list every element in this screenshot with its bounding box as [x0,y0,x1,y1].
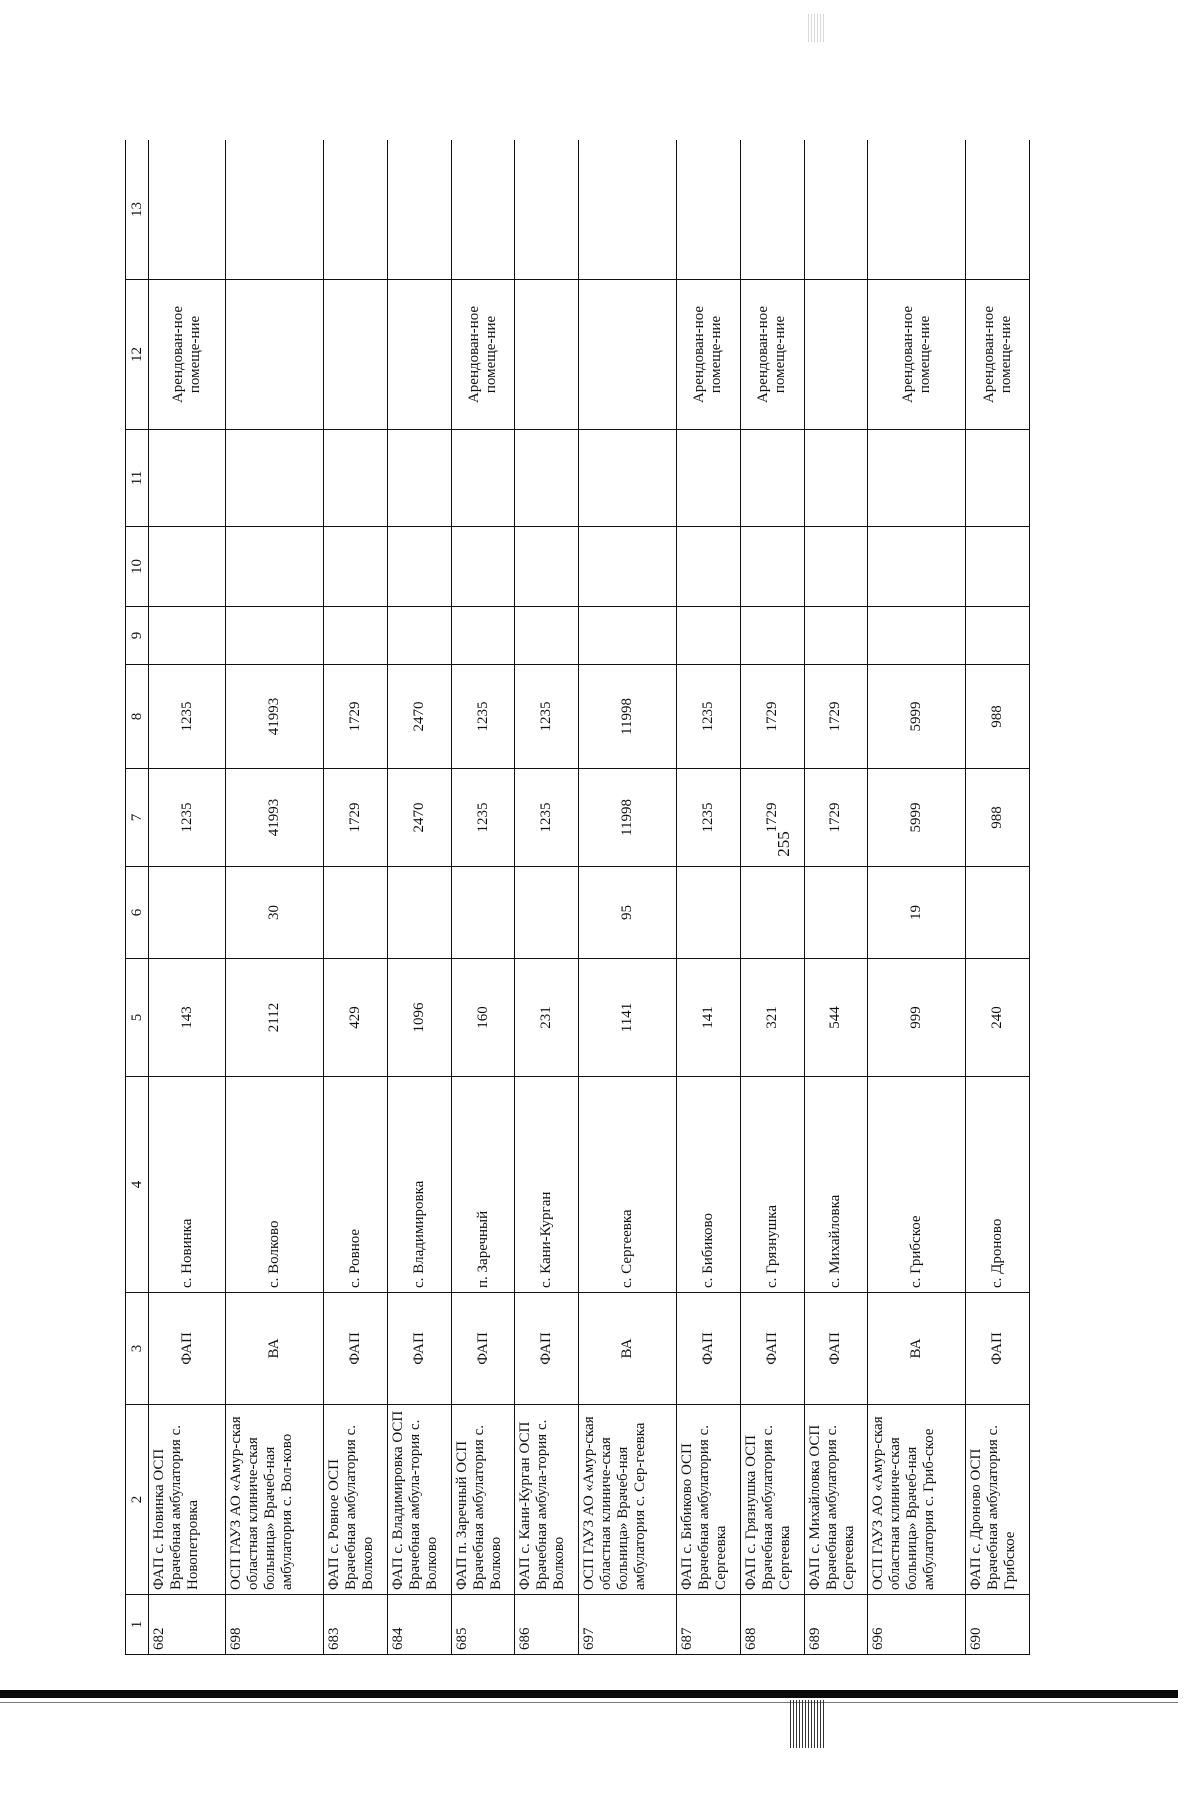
column-header: 7 [126,769,149,867]
value-col7-cell: 1729 [324,769,388,867]
column-header: 12 [126,280,149,430]
value-col11-cell [868,430,966,527]
header-row [126,140,149,1655]
value-col7-cell: 41993 [226,769,324,867]
row-number-cell: 696 [868,1595,966,1655]
table-row [579,140,677,1655]
value-col6-cell [388,867,452,959]
facility-type-cell: ФАП [515,1293,579,1405]
value-col5-cell: 1096 [388,959,452,1077]
value-col11-cell [226,430,324,527]
scan-border-line [0,1690,1178,1698]
premises-note-cell [388,280,452,430]
value-col8-cell: 41993 [226,665,324,769]
table-row [966,140,1030,1655]
value-col5-cell: 429 [324,959,388,1077]
premises-note-cell: Арендован-ное помеще-ние [868,280,966,430]
settlement-cell: с. Дроново [966,1077,1030,1293]
value-col7-cell: 5999 [868,769,966,867]
value-col13-cell [388,140,452,280]
value-col9-cell [226,607,324,665]
value-col7-cell: 1729 [740,769,804,867]
facility-name-cell: ОСП ГАУЗ АО «Амур-ская областная клиниче-ская больница» Врачеб-ная амбулатория с. Вол-ково [226,1405,324,1595]
value-col6-cell [451,867,515,959]
value-col13-cell [579,140,677,280]
settlement-cell: с. Новинка [149,1077,226,1293]
facility-type-cell: ФАП [804,1293,868,1405]
value-col8-cell: 2470 [388,665,452,769]
column-header: 1 [126,1595,149,1655]
facility-name-cell: ФАП с. Дроново ОСП Врачебная амбулатория с. Грибское [966,1405,1030,1595]
premises-note-cell [804,280,868,430]
facility-type-cell: ФАП [388,1293,452,1405]
column-header: 3 [126,1293,149,1405]
column-header: 8 [126,665,149,769]
value-col8-cell: 1235 [515,665,579,769]
value-col8-cell: 1235 [451,665,515,769]
value-col10-cell [324,527,388,607]
value-col6-cell [149,867,226,959]
value-col11-cell [677,430,741,527]
value-col7-cell: 1235 [677,769,741,867]
premises-note-cell: Арендован-ное помеще-ние [740,280,804,430]
premises-note-cell [579,280,677,430]
value-col10-cell [579,527,677,607]
settlement-cell: с. Бибиково [677,1077,741,1293]
table-row [226,140,324,1655]
value-col9-cell [868,607,966,665]
premises-note-cell: Арендован-ное помеще-ние [451,280,515,430]
row-number-cell: 698 [226,1595,324,1655]
value-col7-cell: 1235 [149,769,226,867]
value-col13-cell [515,140,579,280]
value-col6-cell: 19 [868,867,966,959]
value-col5-cell: 141 [677,959,741,1077]
row-number-cell: 684 [388,1595,452,1655]
value-col9-cell [515,607,579,665]
scan-border-line-thin [0,1702,1178,1703]
value-col6-cell [740,867,804,959]
value-col5-cell: 1141 [579,959,677,1077]
value-col6-cell: 30 [226,867,324,959]
value-col6-cell: 95 [579,867,677,959]
table-row [804,140,868,1655]
premises-note-cell: Арендован-ное помеще-ние [966,280,1030,430]
value-col5-cell: 999 [868,959,966,1077]
facility-name-cell: ФАП п. Заречный ОСП Врачебная амбулатория с. Волково [451,1405,515,1595]
facilities-table [125,140,1030,1655]
value-col13-cell [451,140,515,280]
facility-type-cell: ФАП [324,1293,388,1405]
scan-artifact-bottom [790,1700,826,1748]
facility-type-cell: ВА [579,1293,677,1405]
value-col13-cell [226,140,324,280]
page-number: 255 [774,831,793,857]
value-col11-cell [515,430,579,527]
row-number-cell: 689 [804,1595,868,1655]
column-header: 11 [126,430,149,527]
column-header: 5 [126,959,149,1077]
settlement-cell: п. Заречный [451,1077,515,1293]
facility-type-cell: ФАП [966,1293,1030,1405]
facility-type-cell: ФАП [451,1293,515,1405]
value-col9-cell [451,607,515,665]
scan-artifact-top [808,14,824,42]
value-col5-cell: 240 [966,959,1030,1077]
table-body [149,140,1030,1655]
value-col8-cell: 988 [966,665,1030,769]
column-header: 2 [126,1405,149,1595]
value-col5-cell: 2112 [226,959,324,1077]
value-col11-cell [149,430,226,527]
value-col5-cell: 544 [804,959,868,1077]
value-col11-cell [451,430,515,527]
value-col10-cell [740,527,804,607]
value-col9-cell [324,607,388,665]
premises-note-cell: Арендован-ное помеще-ние [149,280,226,430]
value-col13-cell [677,140,741,280]
value-col11-cell [804,430,868,527]
settlement-cell: с. Волково [226,1077,324,1293]
premises-note-cell [515,280,579,430]
value-col6-cell [677,867,741,959]
facility-name-cell: ФАП с. Грязнушка ОСП Врачебная амбулатория с. Сергеевка [740,1405,804,1595]
value-col11-cell [388,430,452,527]
settlement-cell: с. Ровное [324,1077,388,1293]
value-col7-cell: 2470 [388,769,452,867]
facility-type-cell: ВА [226,1293,324,1405]
table-row [149,140,226,1655]
table-row [515,140,579,1655]
value-col6-cell [804,867,868,959]
settlement-cell: с. Михайловка [804,1077,868,1293]
value-col13-cell [966,140,1030,280]
value-col6-cell [515,867,579,959]
value-col6-cell [966,867,1030,959]
value-col10-cell [388,527,452,607]
row-number-cell: 697 [579,1595,677,1655]
settlement-cell: с. Кани-Курган [515,1077,579,1293]
value-col8-cell: 1235 [149,665,226,769]
value-col7-cell: 1235 [451,769,515,867]
value-col13-cell [868,140,966,280]
value-col13-cell [149,140,226,280]
value-col8-cell: 1729 [324,665,388,769]
value-col5-cell: 160 [451,959,515,1077]
value-col8-cell: 1729 [804,665,868,769]
value-col9-cell [149,607,226,665]
value-col5-cell: 231 [515,959,579,1077]
settlement-cell: с. Сергеевка [579,1077,677,1293]
value-col10-cell [804,527,868,607]
row-number-cell: 687 [677,1595,741,1655]
table-row [324,140,388,1655]
value-col10-cell [677,527,741,607]
premises-note-cell [226,280,324,430]
value-col11-cell [324,430,388,527]
value-col7-cell: 1235 [515,769,579,867]
value-col9-cell [966,607,1030,665]
facility-type-cell: ФАП [677,1293,741,1405]
value-col9-cell [677,607,741,665]
row-number-cell: 682 [149,1595,226,1655]
row-number-cell: 690 [966,1595,1030,1655]
column-header: 10 [126,527,149,607]
row-number-cell: 686 [515,1595,579,1655]
value-col10-cell [868,527,966,607]
value-col7-cell: 11998 [579,769,677,867]
facility-type-cell: ВА [868,1293,966,1405]
premises-note-cell [324,280,388,430]
table-row [868,140,966,1655]
value-col11-cell [966,430,1030,527]
column-header: 13 [126,140,149,280]
table-row [677,140,741,1655]
row-number-cell: 688 [740,1595,804,1655]
row-number-cell: 685 [451,1595,515,1655]
value-col10-cell [966,527,1030,607]
settlement-cell: с. Грибское [868,1077,966,1293]
table-row [451,140,515,1655]
value-col11-cell [579,430,677,527]
value-col13-cell [804,140,868,280]
facility-name-cell: ОСП ГАУЗ АО «Амур-ская областная клиниче-ская больница» Врачеб-ная амбулатория с. Гриб-ское [868,1405,966,1595]
facility-type-cell: ФАП [740,1293,804,1405]
rotated-table-area [125,140,1030,1655]
value-col10-cell [149,527,226,607]
value-col5-cell: 321 [740,959,804,1077]
column-header: 4 [126,1077,149,1293]
table-row [740,140,804,1655]
table-row [388,140,452,1655]
value-col13-cell [324,140,388,280]
value-col10-cell [226,527,324,607]
value-col9-cell [388,607,452,665]
facility-name-cell: ФАП с. Бибиково ОСП Врачебная амбулатория с. Сергеевка [677,1405,741,1595]
value-col11-cell [740,430,804,527]
premises-note-cell: Арендован-ное помеще-ние [677,280,741,430]
value-col10-cell [451,527,515,607]
facility-name-cell: ФАП с. Кани-Курган ОСП Врачебная амбула-тория с. Волково [515,1405,579,1595]
value-col8-cell: 5999 [868,665,966,769]
value-col13-cell [740,140,804,280]
column-header: 6 [126,867,149,959]
facility-name-cell: ФАП с. Михайловка ОСП Врачебная амбулатория с. Сергеевка [804,1405,868,1595]
settlement-cell: с. Грязнушка [740,1077,804,1293]
value-col8-cell: 1235 [677,665,741,769]
value-col10-cell [515,527,579,607]
value-col5-cell: 143 [149,959,226,1077]
column-header: 9 [126,607,149,665]
facility-name-cell: ФАП с. Владимировка ОСП Врачебная амбула-тория с. Волково [388,1405,452,1595]
value-col9-cell [804,607,868,665]
settlement-cell: с. Владимировка [388,1077,452,1293]
value-col9-cell [579,607,677,665]
value-col7-cell: 988 [966,769,1030,867]
facility-type-cell: ФАП [149,1293,226,1405]
value-col6-cell [324,867,388,959]
facility-name-cell: ОСП ГАУЗ АО «Амур-ская областная клиниче-ская больница» Врачеб-ная амбулатория с. Сер-геевка [579,1405,677,1595]
facility-name-cell: ФАП с. Новинка ОСП Врачебная амбулатория с. Новопетровка [149,1405,226,1595]
row-number-cell: 683 [324,1595,388,1655]
value-col9-cell [740,607,804,665]
value-col8-cell: 11998 [579,665,677,769]
value-col7-cell: 1729 [804,769,868,867]
facility-name-cell: ФАП с. Ровное ОСП Врачебная амбулатория с. Волково [324,1405,388,1595]
value-col8-cell: 1729 [740,665,804,769]
